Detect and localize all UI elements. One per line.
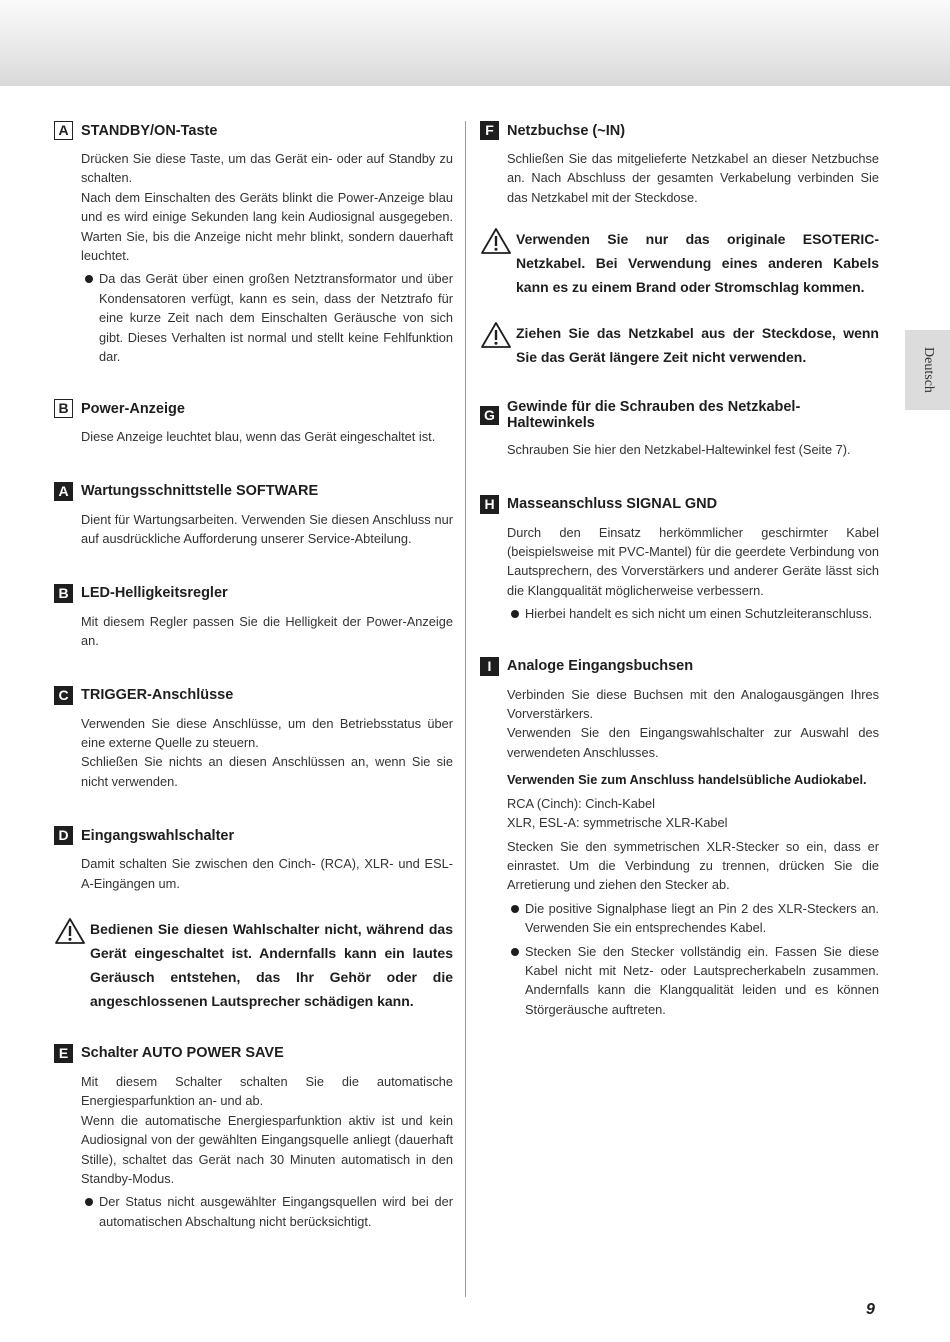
paragraph: Durch den Einsatz herkömmlicher geschirmter Kabel (beispielsweise mit PVC-Mantel) für die geerdete Verbindung von Lautsprechern, des Vorverstärkers und anderer Geräte lässt sich die Klangqualität möglicherweise verbessern. bbox=[507, 524, 879, 598]
section-letter: A bbox=[54, 121, 73, 140]
bullet-item bbox=[507, 604, 879, 623]
paragraph: Wenn die automatische Energiesparfunktion aktiv ist und kein Audiosignal von der gewählten Eingangsquelle anliegt (dauerhaft Stille), schaltet das Gerät nach 30 Minuten automatisch in den Standby-Modus. bbox=[81, 1112, 453, 1186]
warning-note bbox=[480, 321, 879, 369]
section-title: Masseanschluss SIGNAL GND bbox=[507, 496, 718, 513]
warning-text: Verwenden Sie nur das originale ESOTERIC-Netzkabel. Bei Verwendung eines anderen Kabels kann es zu einem Brand oder Stromschlag kommen. bbox=[516, 231, 879, 296]
bullet-text: Stecken Sie den Stecker vollständig ein. Fassen Sie diese Kabel nicht mit Netz- oder Lautsprecherkabeln zusammen. Andernfalls kann die Klangqualität leiden und es können Störgeräusche auftreten. bbox=[525, 943, 879, 1017]
paragraph: Drücken Sie diese Taste, um das Gerät ein- oder auf Standby zu schalten. bbox=[81, 151, 453, 186]
section-letter: B bbox=[54, 584, 73, 603]
section-letter: E bbox=[54, 1044, 73, 1063]
bullet-text: Die positive Signalphase liegt an Pin 2 des XLR-Steckers an. Verwenden Sie ein entsprechendes Kabel. bbox=[525, 900, 879, 936]
bullet-item bbox=[507, 942, 879, 1020]
section-led-helligkeitsregler bbox=[54, 584, 453, 651]
cable-line: RCA (Cinch): Cinch-Kabel bbox=[507, 795, 655, 811]
section-body bbox=[81, 427, 453, 446]
left-column bbox=[54, 121, 453, 1231]
section-heading bbox=[54, 584, 453, 603]
section-trigger bbox=[54, 686, 453, 792]
section-letter: D bbox=[54, 826, 73, 845]
warning-triangle-icon bbox=[54, 917, 86, 945]
section-heading bbox=[54, 399, 453, 418]
section-body bbox=[507, 685, 879, 1020]
section-title: Eingangswahlschalter bbox=[81, 827, 235, 844]
section-title: Schalter AUTO POWER SAVE bbox=[81, 1045, 284, 1062]
section-title: STANDBY/ON-Taste bbox=[81, 122, 218, 139]
section-body bbox=[507, 149, 879, 207]
section-standby-on bbox=[54, 121, 453, 366]
language-tab-label: Deutsch bbox=[920, 347, 936, 393]
section-letter: A bbox=[54, 482, 73, 501]
section-title: Analoge Eingangsbuchsen bbox=[507, 658, 694, 675]
section-heading bbox=[480, 657, 879, 676]
bullet-item bbox=[81, 1192, 453, 1231]
section-title: TRIGGER-Anschlüsse bbox=[81, 687, 234, 703]
header-band bbox=[0, 0, 950, 86]
page-number: 9 bbox=[866, 1301, 875, 1318]
section-analoge-eingangsbuchsen bbox=[480, 657, 879, 1020]
bullet-dot-icon bbox=[511, 905, 519, 913]
paragraph: Verwenden Sie diese Anschlüsse, um den Betriebsstatus über eine externe Quelle zu steuern. bbox=[81, 715, 453, 750]
section-heading bbox=[54, 826, 453, 845]
section-gewinde bbox=[480, 399, 879, 459]
warning-triangle-icon bbox=[480, 227, 512, 255]
section-body bbox=[81, 714, 453, 792]
paragraph: Damit schalten Sie zwischen den Cinch- (RCA), XLR- und ESL-A-Eingängen um. bbox=[81, 856, 453, 891]
paragraph: Verbinden Sie diese Buchsen mit den Analogausgängen Ihres Vorverstärkers. bbox=[507, 686, 879, 722]
warning-triangle-icon bbox=[480, 321, 512, 349]
warning-note bbox=[54, 917, 453, 1013]
column-divider bbox=[465, 121, 466, 1297]
section-body bbox=[81, 854, 453, 893]
language-tab[interactable] bbox=[905, 330, 950, 410]
bullet-dot-icon bbox=[511, 610, 519, 618]
section-heading bbox=[480, 121, 879, 140]
paragraph: Mit diesem Regler passen Sie die Helligkeit der Power-Anzeige an. bbox=[81, 613, 453, 649]
paragraph: Mit diesem Schalter schalten Sie die automatische Energiesparfunktion an- und ab. bbox=[81, 1073, 453, 1109]
right-column bbox=[480, 121, 879, 1019]
warning-text: Ziehen Sie das Netzkabel aus der Steckdose, wenn Sie das Gerät längere Zeit nicht verwenden. bbox=[516, 325, 879, 366]
section-heading bbox=[480, 399, 879, 431]
bullet-item bbox=[81, 269, 453, 366]
bullet-item bbox=[507, 899, 879, 938]
bullet-text: Der Status nicht ausgewählter Eingangsquellen wird bei der automatischen Abschaltung nicht berücksichtigt. bbox=[99, 1194, 453, 1229]
section-netzbuchse bbox=[480, 121, 879, 369]
paragraph: Nach dem Einschalten des Geräts blinkt die Power-Anzeige blau und es wird einige Sekunden lang kein Audiosignal ausgegeben. Warten Sie, bis die Anzeige nicht mehr blinkt, sondern dauerhaft leuchtet. bbox=[81, 189, 453, 264]
bullet-dot-icon bbox=[85, 1198, 93, 1206]
section-body bbox=[81, 510, 453, 549]
paragraph: Verwenden Sie den Eingangswahlschalter zur Auswahl des verwendeten Anschlusses. bbox=[507, 725, 879, 760]
section-body bbox=[81, 612, 453, 651]
section-heading bbox=[54, 686, 453, 705]
section-signal-gnd bbox=[480, 495, 879, 624]
section-eingangswahlschalter bbox=[54, 826, 453, 1013]
section-heading bbox=[54, 1044, 453, 1063]
section-title: Netzbuchse (~IN) bbox=[507, 122, 626, 139]
bullet-text: Da das Gerät über einen großen Netztransformator und über Kondensatoren verfügt, kann es sein, dass der Netztrafo für eine kurze Zeit nach dem Einschalten Geräusche von sich gibt. Dieses Verhalten ist normal und stellt keine Fehlfunktion dar. bbox=[99, 271, 453, 365]
paragraph: Stecken Sie den symmetrischen XLR-Stecker so ein, dass er einrastet. Um die Verbindung zu trennen, drücken Sie die Arretierung und ziehen den Stecker ab. bbox=[507, 838, 879, 893]
section-letter: G bbox=[480, 406, 499, 425]
section-heading bbox=[54, 121, 453, 140]
section-letter: B bbox=[54, 399, 73, 418]
paragraph: Dient für Wartungsarbeiten. Verwenden Sie diesen Anschluss nur auf ausdrückliche Aufforderung unserer Service-Abteilung. bbox=[81, 511, 453, 547]
section-letter: C bbox=[54, 686, 73, 705]
section-body bbox=[507, 440, 879, 459]
section-wartungsschnittstelle bbox=[54, 482, 453, 549]
cable-line: XLR, ESL-A: symmetrische XLR-Kabel bbox=[507, 815, 728, 831]
bullet-text: Hierbei handelt es sich nicht um einen Schutzleiteranschluss. bbox=[525, 606, 873, 622]
section-body bbox=[81, 149, 453, 366]
section-power-anzeige bbox=[54, 399, 453, 446]
paragraph: Diese Anzeige leuchtet blau, wenn das Gerät eingeschaltet ist. bbox=[81, 429, 436, 445]
section-body bbox=[81, 1072, 453, 1231]
paragraph: Schrauben Sie hier den Netzkabel-Haltewinkel fest (Seite 7). bbox=[507, 442, 851, 458]
section-title: Gewinde für die Schrauben des Netzkabel-Haltewinkels bbox=[507, 399, 801, 432]
section-title: Wartungsschnittstelle SOFTWARE bbox=[81, 483, 319, 500]
paragraph: Schließen Sie nichts an diesen Anschlüssen an, wenn Sie sie nicht verwenden. bbox=[81, 754, 453, 789]
warning-text: Bedienen Sie diesen Wahlschalter nicht, während das Gerät eingeschaltet ist. Andernfalls kann ein lautes Geräusch entstehen, das Ihr Gehör oder die angeschlossenen Lautsprecher schädigen kann. bbox=[90, 920, 453, 1009]
section-auto-power-save bbox=[54, 1044, 453, 1231]
paragraph: Schließen Sie das mitgelieferte Netzkabel an dieser Netzbuchse an. Nach Abschluss der gesamten Verkabelung verbinden Sie das Netzkabel mit der Steckdose. bbox=[507, 151, 879, 205]
section-heading bbox=[480, 495, 879, 514]
section-title: LED-Helligkeitsregler bbox=[81, 585, 228, 602]
warning-note bbox=[480, 227, 879, 299]
section-heading bbox=[54, 482, 453, 501]
bullet-dot-icon bbox=[85, 275, 93, 283]
section-letter: F bbox=[480, 121, 499, 140]
section-letter: I bbox=[480, 657, 499, 676]
section-body bbox=[507, 523, 879, 624]
section-title: Power-Anzeige bbox=[81, 400, 185, 417]
bold-instruction: Verwenden Sie zum Anschluss handelsübliche Audiokabel. bbox=[507, 772, 867, 788]
bullet-dot-icon bbox=[511, 948, 519, 956]
section-letter: H bbox=[480, 495, 499, 514]
